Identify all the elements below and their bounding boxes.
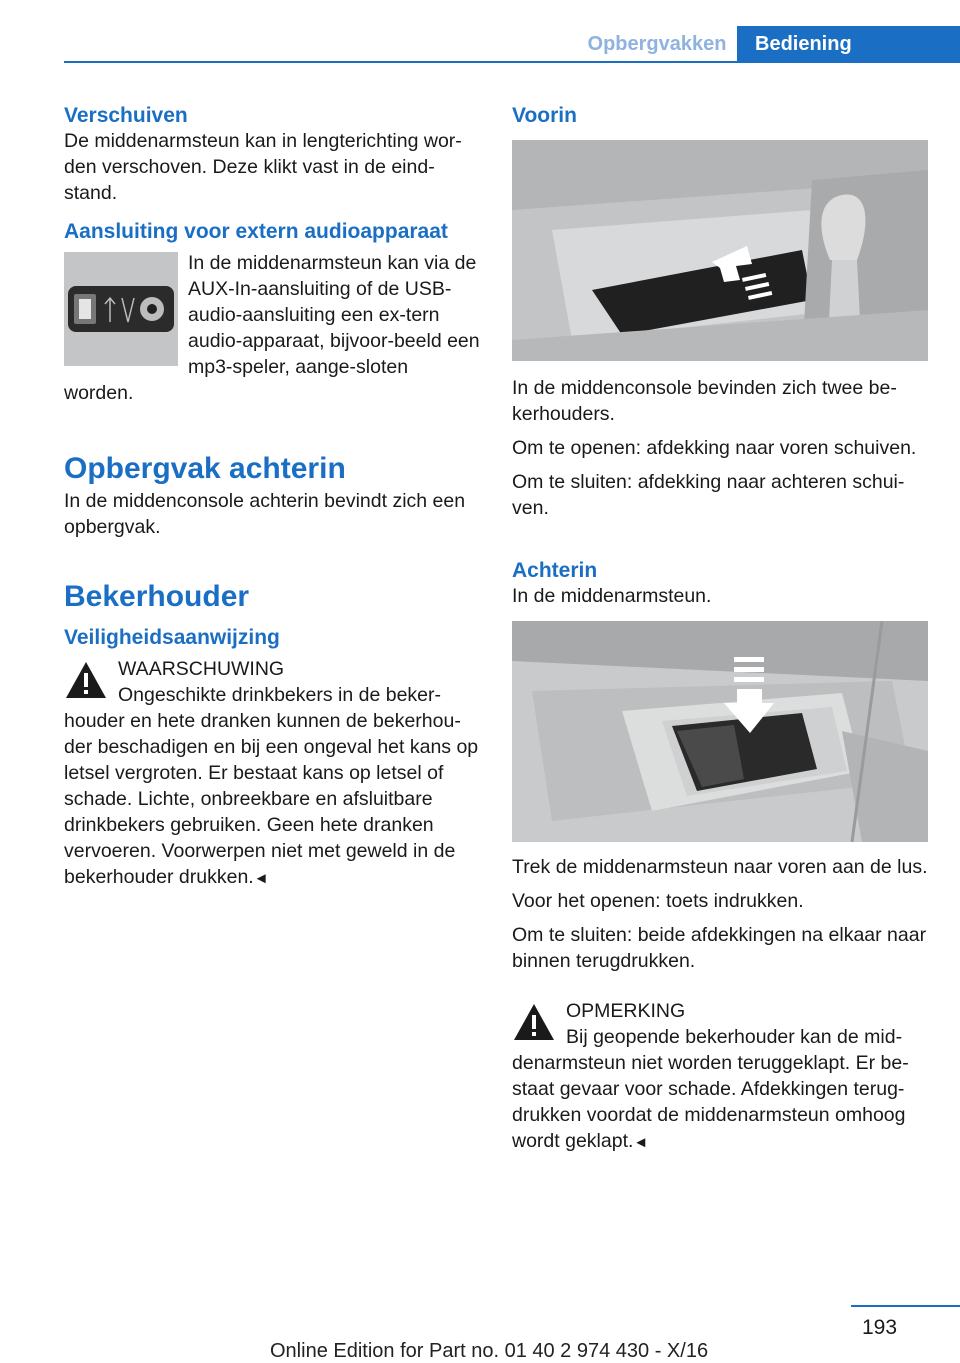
verschuiven-text: De middenarmsteun kan in lengterichting wor-den verschoven. Deze klikt vast in de eind-stand. xyxy=(64,130,462,204)
achterin-text-2: Voor het openen: toets indrukken. xyxy=(512,890,804,912)
warning-paragraph xyxy=(64,682,480,892)
warning-triangle-icon xyxy=(64,660,108,700)
front-cupholder-figure xyxy=(512,140,928,361)
note-label: OPMERKING xyxy=(566,1000,686,1022)
front-cupholder-illustration xyxy=(512,140,928,361)
note-block xyxy=(512,998,928,1156)
rear-cupholder-figure xyxy=(512,621,928,842)
aansluiting-heading: Aansluiting voor extern audioapparaat xyxy=(64,220,448,243)
aux-usb-port-figure xyxy=(64,252,178,366)
voorin-heading: Voorin xyxy=(512,104,577,127)
note-paragraph xyxy=(512,1024,928,1156)
aansluiting-text: In de middenarmsteun kan via de AUX-In-aansluiting of de USB-audio-aansluiting een ex-tern audio-apparaat, bijvoor-beeld een mp3-speler, aange-sloten worden. xyxy=(64,252,480,404)
header-rule xyxy=(64,61,960,63)
warning-text: Ongeschikte drinkbekers in de beker-houder en hete dranken kunnen de bekerhou-der beschadigen en bij een ongeval het kans op letsel vergroten. Er bestaat kans op letsel of schade. Lichte, onbreekbare en afsluitbare drinkbekers gebruiken. Geen hete dranken vervoeren. Voorwerpen niet met geweld in de bekerhouder drukken. xyxy=(64,684,479,888)
right-column xyxy=(512,100,928,1156)
voorin-text-1: In de middenconsole bevinden zich twee be-kerhouders. xyxy=(512,377,897,425)
header-chapter-tab: Bediening xyxy=(737,26,960,62)
warning-label: WAARSCHUWING xyxy=(118,658,285,680)
voorin-text-2: Om te openen: afdekking naar voren schuiven. xyxy=(512,437,917,459)
achterin-text-1: Trek de middenarmsteun naar voren aan de lus. xyxy=(512,856,928,878)
achterin-intro: In de middenarmsteun. xyxy=(512,585,712,607)
header-section-tab: Opbergvakken xyxy=(587,33,727,55)
aux-usb-port-illustration xyxy=(64,252,178,366)
end-mark: ◄ xyxy=(633,1134,649,1151)
opbergvak-heading: Opbergvak achterin xyxy=(64,452,346,485)
footer-edition: Online Edition for Part no. 01 40 2 974 430 - X/16 xyxy=(270,1340,709,1362)
end-mark: ◄ xyxy=(253,870,269,887)
voorin-text-3: Om te sluiten: afdekking naar achteren schui-ven. xyxy=(512,471,905,519)
footer-rule xyxy=(851,1305,960,1307)
verschuiven-heading: Verschuiven xyxy=(64,104,188,127)
rear-cupholder-illustration xyxy=(512,621,928,842)
aansluiting-block xyxy=(64,246,480,406)
achterin-heading: Achterin xyxy=(512,559,598,582)
left-column xyxy=(64,100,480,892)
opbergvak-text: In de middenconsole achterin bevindt zich een opbergvak. xyxy=(64,490,466,538)
warning-block xyxy=(64,656,480,892)
note-text: Bij geopende bekerhouder kan de mid-denarmsteun niet worden teruggeklapt. Er be-staat gevaar voor schade. Afdekkingen terug-drukken voordat de middenarmsteun omhoog wordt geklapt. xyxy=(512,1026,909,1152)
page-number: 193 xyxy=(862,1316,898,1339)
note-triangle-icon xyxy=(512,1002,556,1042)
veiligheidsaanwijzing-heading: Veiligheidsaanwijzing xyxy=(64,626,280,649)
bekerhouder-heading: Bekerhouder xyxy=(64,580,250,613)
achterin-text-3: Om te sluiten: beide afdekkingen na elkaar naar binnen terugdrukken. xyxy=(512,924,927,972)
